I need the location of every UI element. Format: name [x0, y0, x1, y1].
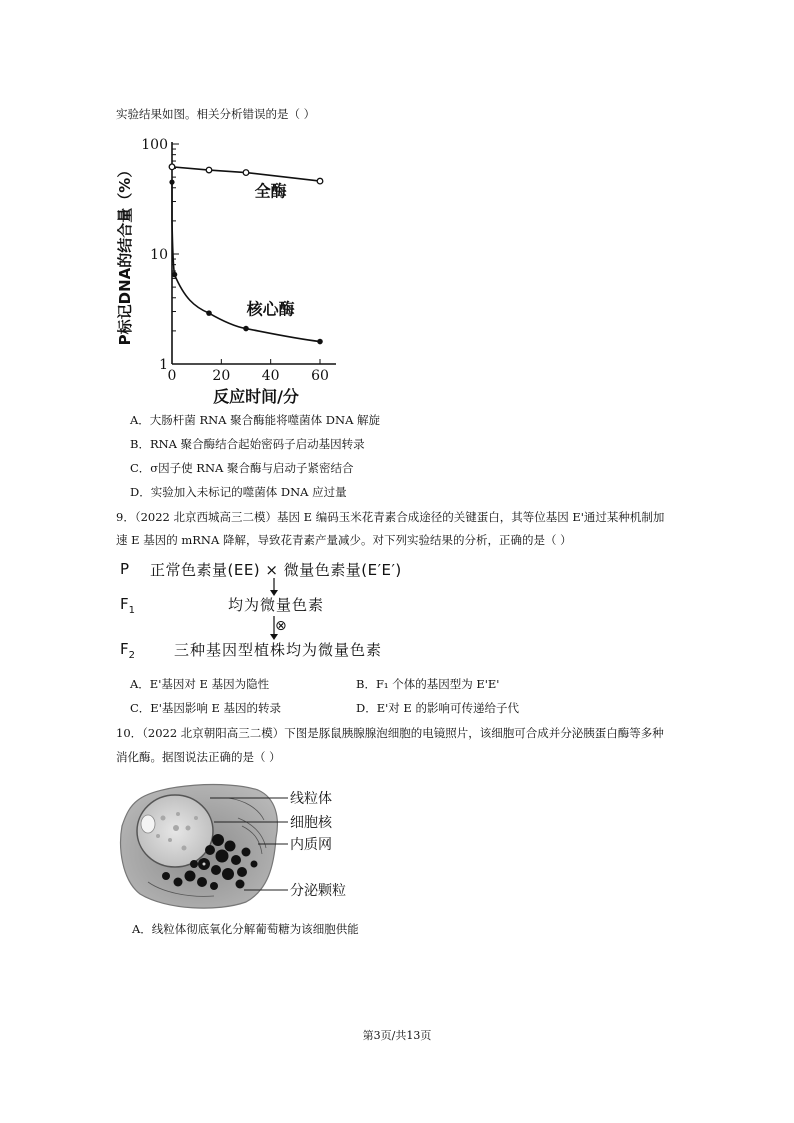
arrowhead-f1-f2	[270, 634, 278, 640]
series-label-holoenzyme: 全酶	[254, 181, 287, 201]
f1-generation-text: 均为微量色素	[228, 596, 325, 614]
label-mitochondria: 线粒体	[290, 791, 332, 807]
x-tick-label: 40	[261, 368, 280, 384]
y-tick-label: 1	[159, 357, 168, 373]
series-point-core-enzyme	[172, 272, 178, 278]
y-axis-label: P标记DNA的结合量（%）	[116, 162, 134, 346]
series-point-core-enzyme	[243, 326, 249, 332]
p-generation-label: P	[120, 560, 130, 578]
cross-arrows	[262, 574, 292, 664]
q10-stem-line1: 10．（2022 北京朝阳高三二模）下图是豚鼠胰腺腺泡细胞的电镜照片，该细胞可合成并分泌胰蛋白酶等多种	[116, 726, 664, 740]
y-tick-label: 100	[141, 137, 168, 153]
f2-generation-text: 三种基因型植株均为微量色素	[174, 641, 383, 659]
x-tick-label: 60	[311, 368, 329, 384]
arrowhead-p-f1	[270, 590, 278, 596]
series-point-holoenzyme	[206, 167, 212, 173]
cell-micrograph	[118, 778, 388, 913]
page-footer: 第3页/共13页	[362, 1029, 432, 1042]
cross-diagram	[116, 556, 436, 666]
series-point-holoenzyme	[317, 178, 323, 184]
label-secretory-granules: 分泌颗粒	[290, 883, 346, 899]
q9-stem-line2: 速 E 基因的 mRNA 降解，导致花青素产量减少。对下列实验结果的分析，正确的是（ ）	[116, 533, 572, 547]
f2-generation-label	[120, 640, 135, 661]
q8-option-c: C．σ因子使 RNA 聚合酶与启动子紧密结合	[130, 461, 354, 475]
q9-option-b: B．F₁ 个体的基因型为 E'E'	[356, 677, 500, 691]
x-tick-label: 0	[167, 368, 177, 384]
q9-stem-line1: 9．（2022 北京西城高三二模）基因 E 编码玉米花青素合成途径的关键蛋白，其等位基因 E'通过某种机制加	[116, 510, 665, 524]
q10-stem-line2: 消化酶。据图说法正确的是（ ）	[116, 750, 281, 764]
f1-generation-label	[120, 595, 135, 616]
q8-option-d: D．实验加入未标记的噬菌体 DNA 应过量	[130, 485, 347, 499]
f1-subscript: 1	[128, 605, 136, 616]
q8-stem: 实验结果如图。相关分析错误的是（ ）	[116, 107, 316, 121]
series-point-core-enzyme	[206, 310, 212, 316]
nucleolus	[141, 815, 155, 833]
f2-letter: F	[120, 640, 129, 658]
f1-letter: F	[120, 595, 129, 613]
y-tick-label: 10	[150, 247, 168, 263]
p-generation-text: 正常色素量(EE) × 微量色素量(E′E′)	[150, 561, 402, 579]
series-label-core-enzyme: 核心酶	[246, 299, 295, 319]
x-axis-label: 反应时间/分	[213, 387, 299, 406]
x-tick-label: 20	[212, 368, 231, 384]
q9-option-c: C．E'基因影响 E 基因的转录	[130, 701, 282, 715]
q8-option-a: A．大肠杆菌 RNA 聚合酶能将噬菌体 DNA 解旋	[130, 413, 381, 427]
binding-chart	[110, 128, 350, 410]
q9-option-a: A．E'基因对 E 基因为隐性	[130, 677, 270, 691]
granule-highlight	[203, 863, 206, 866]
series-point-core-enzyme	[317, 339, 323, 345]
q8-option-b: B．RNA 聚合酶结合起始密码子启动基因转录	[130, 437, 365, 451]
label-er: 内质网	[290, 837, 332, 853]
series-point-holoenzyme	[169, 164, 175, 170]
q10-option-a: A．线粒体彻底氧化分解葡萄糖为该细胞供能	[132, 922, 359, 936]
q9-option-d: D．E'对 E 的影响可传递给子代	[356, 701, 519, 715]
label-nucleus: 细胞核	[290, 815, 332, 831]
series-point-core-enzyme	[169, 180, 174, 185]
f2-subscript: 2	[128, 650, 136, 661]
selfing-symbol: ⊗	[275, 618, 287, 634]
series-point-holoenzyme	[243, 170, 249, 176]
